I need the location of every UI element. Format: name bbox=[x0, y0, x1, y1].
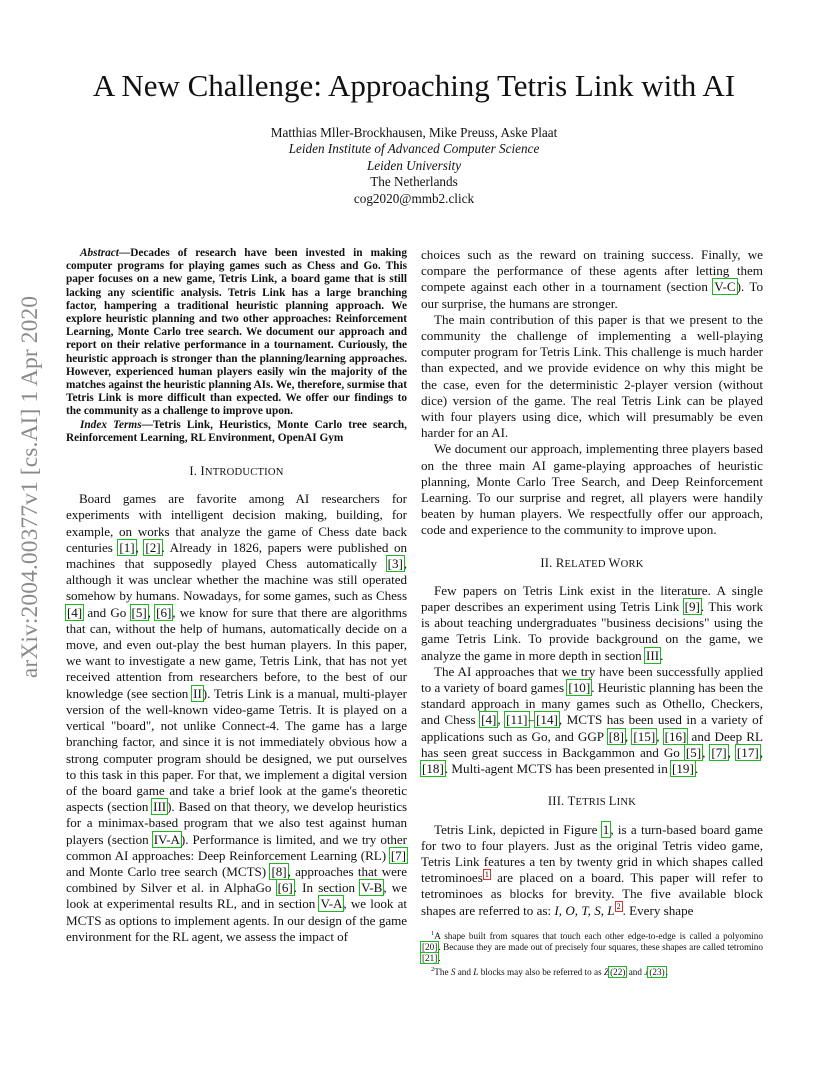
author-names: Matthias Mller-Brockhausen, Mike Preuss, Aske Plaat bbox=[270, 125, 558, 140]
text-run: , MCTS has been used in a variety of applications such as Go, and GGP bbox=[421, 712, 764, 744]
citation-link[interactable]: [8] bbox=[271, 863, 287, 879]
section-heading-tetris-link: III. TETRIS LINK bbox=[547, 794, 637, 809]
section-link[interactable]: V-B bbox=[361, 880, 383, 896]
section-link[interactable]: III bbox=[645, 647, 660, 663]
citation-link[interactable]: [4] bbox=[67, 604, 83, 620]
footnotes bbox=[421, 928, 763, 979]
text-run: , we look at experimental results RL, and in section bbox=[66, 880, 407, 912]
text-run: ). Performance is limited, and we try other common AI approaches: Deep Reinforcement Learning (RL) bbox=[66, 831, 407, 863]
text-run: and Deep RL has seen great success in Backgammon and Go bbox=[421, 728, 764, 760]
text-run: , bbox=[702, 744, 711, 760]
citation-link[interactable]: [17] bbox=[736, 744, 759, 760]
abstract-text: —Decades of research have been invested in making computer programs for playing games such as Chess and Go. This paper focuses on a new game, Tetris Link, a board game that is still lacking any scientific analysis. Tetris Link has a large branching factor, hampering a traditional heuristic planning approach. We explore heuristic planning and two other approaches: Reinforcement Learning, Monte Carlo tree search. We document our approach and report on their relative performance in a tournament. Curiously, the heuristic approach is stronger than the planning/learning approaches. However, experienced human players easily win the majority of the matches against the heuristic planning AIs. We, therefore, surmise that Tetris Link is more difficult than expected. We offer our findings to the community as a challenge to improve upon. bbox=[66, 247, 407, 418]
citation-link[interactable]: [10] bbox=[568, 680, 591, 696]
related-work-paragraph-1 bbox=[421, 583, 763, 664]
citation-link[interactable]: [11] bbox=[506, 712, 528, 728]
text-run: choices such as the reward on training success. Finally, we compare the performance of these agents after letting them compete against each other in a tournament (section bbox=[421, 247, 763, 295]
text-run: , bbox=[759, 744, 764, 760]
text-run: . This work is about teaching undergraduates "business decisions" using the game Tetris Link. To provide background on the game, we analyze the game in more depth in section bbox=[421, 599, 763, 663]
citation-link[interactable]: [3] bbox=[387, 556, 403, 572]
citation-link[interactable]: [2] bbox=[145, 539, 161, 555]
text-run: , bbox=[147, 604, 156, 620]
citation-link[interactable]: [7] bbox=[390, 847, 406, 863]
footnote-2: $^2$The S and L blocks may also be referred to as Z(22) and J(23). bbox=[431, 966, 668, 978]
index-terms-lead: Index Terms bbox=[80, 418, 142, 431]
citation-link[interactable]: [5] bbox=[131, 604, 147, 620]
section-link[interactable]: V-A bbox=[320, 896, 343, 912]
related-work-paragraph-2 bbox=[421, 664, 763, 777]
text-run: and Go bbox=[83, 604, 131, 620]
affiliation-country: The Netherlands bbox=[370, 174, 458, 190]
text-run: Few papers on Tetris Link exist in the literature. A single paper describes an experiment using Tetris Link bbox=[421, 582, 763, 615]
text-run: ). To our surprise, the humans are stronger. bbox=[421, 279, 763, 311]
text-run: The AI approaches that we try have been successfully applied to a variety of board games bbox=[421, 663, 763, 696]
citation-link[interactable]: [16] bbox=[664, 728, 687, 744]
text-run: , bbox=[727, 744, 736, 760]
approach-paragraph: We document our approach, implementing three players based on the three main AI game-playing approaches of heuristic planning, Monte Carlo Tree Search, and Deep Reinforcement Learning. To our surprise and regret, all players were handily beaten by human players. We respectfully offer our approach, code and experience to the community to improve upon. bbox=[421, 441, 763, 538]
intro-paragraph-continued bbox=[421, 247, 763, 312]
index-terms bbox=[66, 419, 407, 445]
citation-link[interactable]: (23) bbox=[649, 967, 665, 978]
section-link[interactable]: III bbox=[153, 799, 167, 815]
text-run: , bbox=[497, 712, 506, 728]
text-run: , although it was unclear whether the machine was still operated somehow by humans. Nowadays, for some games, such as Chess bbox=[66, 556, 407, 604]
right-column bbox=[421, 247, 763, 979]
section-link[interactable]: IV-A bbox=[153, 831, 180, 847]
citation-link[interactable]: [21] bbox=[422, 953, 438, 964]
text-run: . bbox=[694, 761, 699, 777]
text-run: . Multi-agent MCTS has been presented in bbox=[444, 761, 672, 777]
author-block bbox=[0, 125, 828, 207]
text-run: Board games are favorite among AI researchers for experiments with intelligent decision making, building, for example, on works that analyze the game of Chess date back centuries bbox=[66, 491, 407, 555]
contribution-paragraph: The main contribution of this paper is that we present to the community the challenge of implementing a well-playing computer program for Tetris Link. This challenge is much harder than expected, and we provide evidence on why this might be the case, even for the deterministic 2-player version (without dice) version of the game. The real Tetris Link can be played with four players using dice, which will presumably be even harder for an AI. bbox=[421, 311, 763, 441]
citation-link[interactable]: [19] bbox=[672, 761, 694, 777]
text-run: and Monte Carlo tree search (MCTS) bbox=[66, 863, 271, 879]
text-run: , we look at MCTS as options to implement agents. In our design of the game environment for the RL agent, we assess the impact of bbox=[66, 896, 407, 944]
intro-paragraph bbox=[66, 491, 407, 945]
section-link[interactable]: V-C bbox=[714, 279, 736, 295]
block-shapes: I, O, T, S, L bbox=[554, 902, 615, 918]
citation-link[interactable]: [1] bbox=[119, 539, 135, 555]
text-run: ). Based on that theory, we develop heuristics for a minimax-based program that we also test against human players (section bbox=[66, 799, 407, 847]
text-run: , approaches that were combined by Silver et al. in AlphaGo bbox=[66, 863, 407, 896]
citation-link[interactable]: [20] bbox=[422, 941, 438, 952]
text-run: ). Tetris Link is a manual, multi-player version of the well-known video-game Tetris. It is played on a vertical "board", not unlike Connect-4. The game has a large branching factor, and since it is not immediately obvious how a strong computer program should be designed, we put ourselves to this task in this paper. For that, we implement a digital version of the board game and take a brief look at the game's theoretic aspects (section bbox=[66, 685, 407, 815]
abstract bbox=[66, 247, 407, 419]
citation-link[interactable]: [15] bbox=[633, 728, 656, 744]
abstract-lead: Abstract bbox=[80, 247, 119, 259]
section-link[interactable]: II bbox=[193, 685, 202, 701]
text-run: . Already in 1826, papers were published on machines that supposedly played Chess automatically bbox=[66, 539, 407, 572]
text-run: , we know for sure that there are algorithms that can, without the help of humans, automatically decide on a move, and even out-play the best human players. In this paper, we want to investigate a new game, Tetris Link, that has not yet received attention from researchers before, to the best of our knowledge (see section bbox=[66, 604, 407, 701]
section-heading-related-work: II. RELATED WORK bbox=[540, 555, 644, 570]
text-run: , bbox=[656, 728, 664, 744]
figure-link[interactable]: 1 bbox=[602, 821, 610, 837]
citation-link[interactable]: [6] bbox=[156, 604, 172, 620]
text-run: – bbox=[528, 712, 536, 728]
text-run: , bbox=[135, 539, 145, 555]
author-email: cog2020@mmb2.click bbox=[353, 190, 475, 206]
arxiv-identifier: arXiv:2004.00377v1 [cs.AI] 1 Apr 2020 bbox=[17, 295, 43, 679]
index-terms-text: —Tetris Link, Heuristics, Monte Carlo tree search, Reinforcement Learning, RL Environment, OpenAI Gym bbox=[66, 418, 407, 444]
citation-link[interactable]: (22) bbox=[610, 967, 626, 978]
citation-link[interactable]: [7] bbox=[711, 744, 727, 760]
citation-link[interactable]: [5] bbox=[685, 744, 702, 760]
text-run: . In section bbox=[293, 880, 361, 896]
arxiv-stamp bbox=[0, 282, 60, 692]
citation-link[interactable]: [8] bbox=[608, 728, 624, 744]
section-heading-introduction: I. INTRODUCTION bbox=[189, 464, 284, 479]
citation-link[interactable]: [18] bbox=[422, 761, 444, 777]
affiliation-university: Leiden University bbox=[366, 157, 462, 173]
citation-link[interactable]: [14] bbox=[536, 712, 558, 728]
tetris-link-paragraph: Tetris Link, depicted in Figure 1, is a turn-based board game for two to four players. Just as the original Tetris video game, Tetris Link features a ten by twenty grid in which shapes called tetrominoes $^1$ are placed on a board. This paper will refer to tetrominoes as blocks for brevity. The five available block shapes are referred to as: I, O, T, S, L $^2$ . Every shape bbox=[421, 821, 763, 918]
citation-link[interactable]: [6] bbox=[277, 880, 293, 896]
footnote-2-link[interactable]: 2 bbox=[616, 902, 621, 912]
paper-title: A New Challenge: Approaching Tetris Link with AI bbox=[92, 68, 736, 103]
text-run: . Heuristic planning has been the standard approach in many games such as Othello, Checkers, and Chess bbox=[421, 680, 763, 728]
affiliation-institute: Leiden Institute of Advanced Computer Science bbox=[288, 141, 540, 157]
citation-link[interactable]: [4] bbox=[481, 712, 497, 728]
citation-link[interactable]: [9] bbox=[684, 599, 700, 615]
text-run: . bbox=[660, 647, 664, 663]
text-run: , bbox=[624, 728, 633, 744]
left-column bbox=[66, 247, 407, 945]
footnote-1-link[interactable]: 1 bbox=[484, 869, 489, 879]
footnote-1: $^1$A shape built from squares that touch each other edge-to-edge is called a polyomino [20]. Because they are made out of precisely four squares, these shapes are called tetromino [21]. bbox=[422, 929, 763, 964]
